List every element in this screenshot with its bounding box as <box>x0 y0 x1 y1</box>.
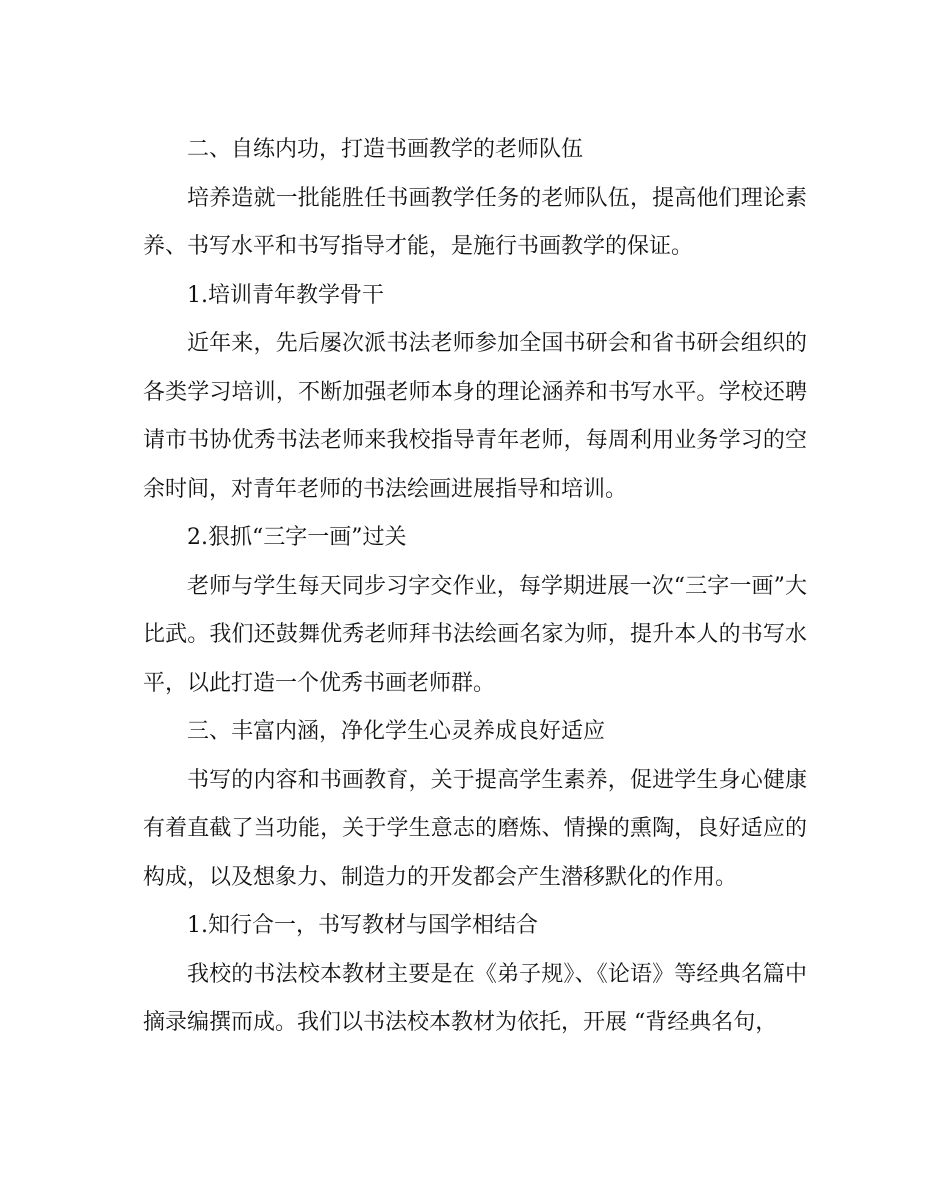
body-paragraph: 老师与学生每天同步习字交作业，每学期进展一次“三字一画”大比武。我们还鼓舞优秀老师拜书法绘画名家为师，提升本人的书写水平，以此打造一个优秀书画老师群。 <box>143 573 807 696</box>
subsection-heading: 1.知行合一，书写教材与国学相结合 <box>187 913 538 938</box>
body-paragraph: 我校的书法校本教材主要是在《弟子规》、《论语》等经典名篇中摘录编撰而成。我们以书法校本教材为依托，开展 “背经典名句， <box>143 961 807 1035</box>
section-heading: 三、丰富内涵，净化学生心灵养成良好适应 <box>187 719 606 744</box>
body-paragraph: 培养造就一批能胜任书画教学任务的老师队伍，提高他们理论素养、书写水平和书写指导才能，是施行书画教学的保证。 <box>143 185 807 259</box>
section-heading: 二、自练内功，打造书画教学的老师队伍 <box>187 137 584 162</box>
subsection-heading: 1.培训青年教学骨干 <box>187 282 384 308</box>
subsection-heading: 2.狠抓“三字一画”过关 <box>187 525 407 550</box>
document-body <box>143 126 807 1048</box>
body-paragraph: 书写的内容和书画教育，关于提高学生素养，促进学生身心健康有着直截了当功能，关于学生意志的磨炼、情操的熏陶，良好适应的构成，以及想象力、制造力的开发都会产生潜移默化的作用。 <box>143 767 807 890</box>
body-paragraph: 近年来，先后屡次派书法老师参加全国书研会和省书研会组织的各类学习培训，不断加强老师本身的理论涵养和书写水平。学校还聘请市书协优秀书法老师来我校指导青年老师，每周利用业务学习的空余时间，对青年老师的书法绘画进展指导和培训。 <box>143 331 807 502</box>
